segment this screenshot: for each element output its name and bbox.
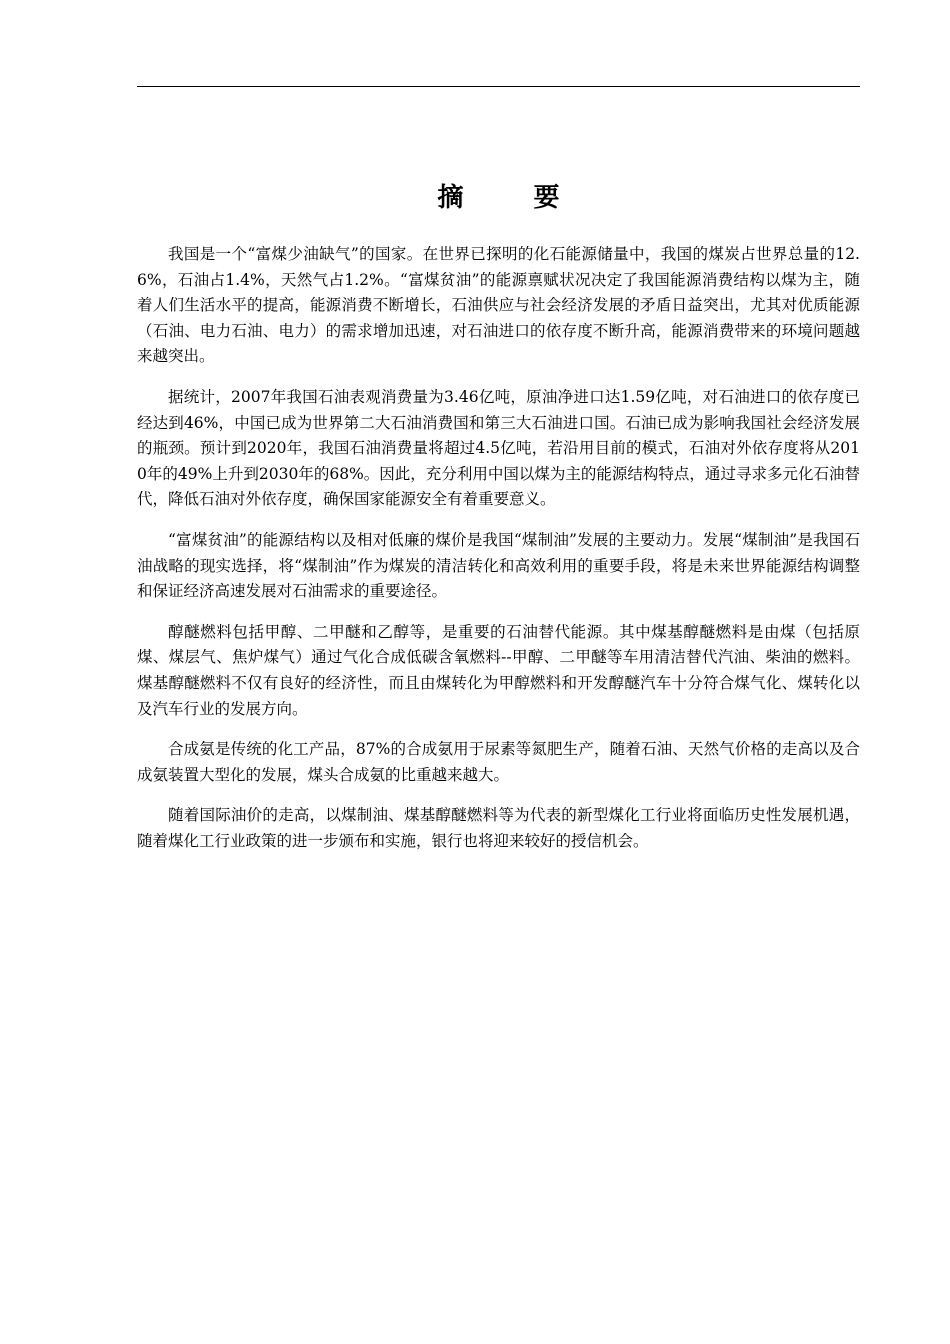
header-rule — [137, 86, 860, 87]
paragraph: 我国是一个“富煤少油缺气”的国家。在世界已探明的化石能源储量中，我国的煤炭占世界总量的12.6%，石油占1.4%，天然气占1.2%。“富煤贫油”的能源禀赋状况决定了我国能源消费结构以煤为主，随着人们生活水平的提高，能源消费不断增长，石油供应与社会经济发展的矛盾日益突出，尤其对优质能源（石油、电力石油、电力）的需求增加迅速，对石油进口的依存度不断升高，能源消费带来的环境问题越来越突出。 — [137, 245, 860, 366]
paragraph: 据统计，2007年我国石油表观消费量为3.46亿吨，原油净进口达1.59亿吨，对石油进口的依存度已经达到46%，中国已成为世界第二大石油消费国和第三大石油进口国。石油已成为影响我国社会经济发展的瓶颈。预计到2020年，我国石油消费量将超过4.5亿吨，若沿用目前的模式，石油对外依存度将从2010年的49%上升到2030年的68%。因此，充分利用中国以煤为主的能源结构特点，通过寻求多元化石油替代，降低石油对外依存度，确保国家能源安全有着重要意义。 — [137, 387, 860, 509]
paragraph: 合成氨是传统的化工产品，87%的合成氨用于尿素等氮肥生产，随着石油、天然气价格的走高以及合成氨装置大型化的发展，煤头合成氨的比重越来越大。 — [137, 740, 860, 784]
page-title: 摘 要 — [437, 183, 582, 213]
paragraph: “富煤贫油”的能源结构以及相对低廉的煤价是我国“煤制油”发展的主要动力。发展“煤制油”是我国石油战略的现实选择，将“煤制油”作为煤炭的清洁转化和高效利用的重要手段，将是未来世界能源结构调整和保证经济高速发展对石油需求的重要途径。 — [137, 530, 860, 601]
paragraph: 随着国际油价的走高，以煤制油、煤基醇醚燃料等为代表的新型煤化工行业将面临历史性发展机遇，随着煤化工行业政策的进一步颁布和实施，银行也将迎来较好的授信机会。 — [137, 806, 860, 850]
paragraph: 醇醚燃料包括甲醇、二甲醚和乙醇等，是重要的石油替代能源。其中煤基醇醚燃料是由煤（包括原煤、煤层气、焦炉煤气）通过气化合成低碳含氧燃料--甲醇、二甲醚等车用清洁替代汽油、柴油的燃料。煤基醇醚燃料不仅有良好的经济性，而且由煤转化为甲醇燃料和开发醇醚汽车十分符合煤气化、煤转化以及汽车行业的发展方向。 — [137, 622, 860, 718]
abstract-body — [137, 242, 860, 869]
